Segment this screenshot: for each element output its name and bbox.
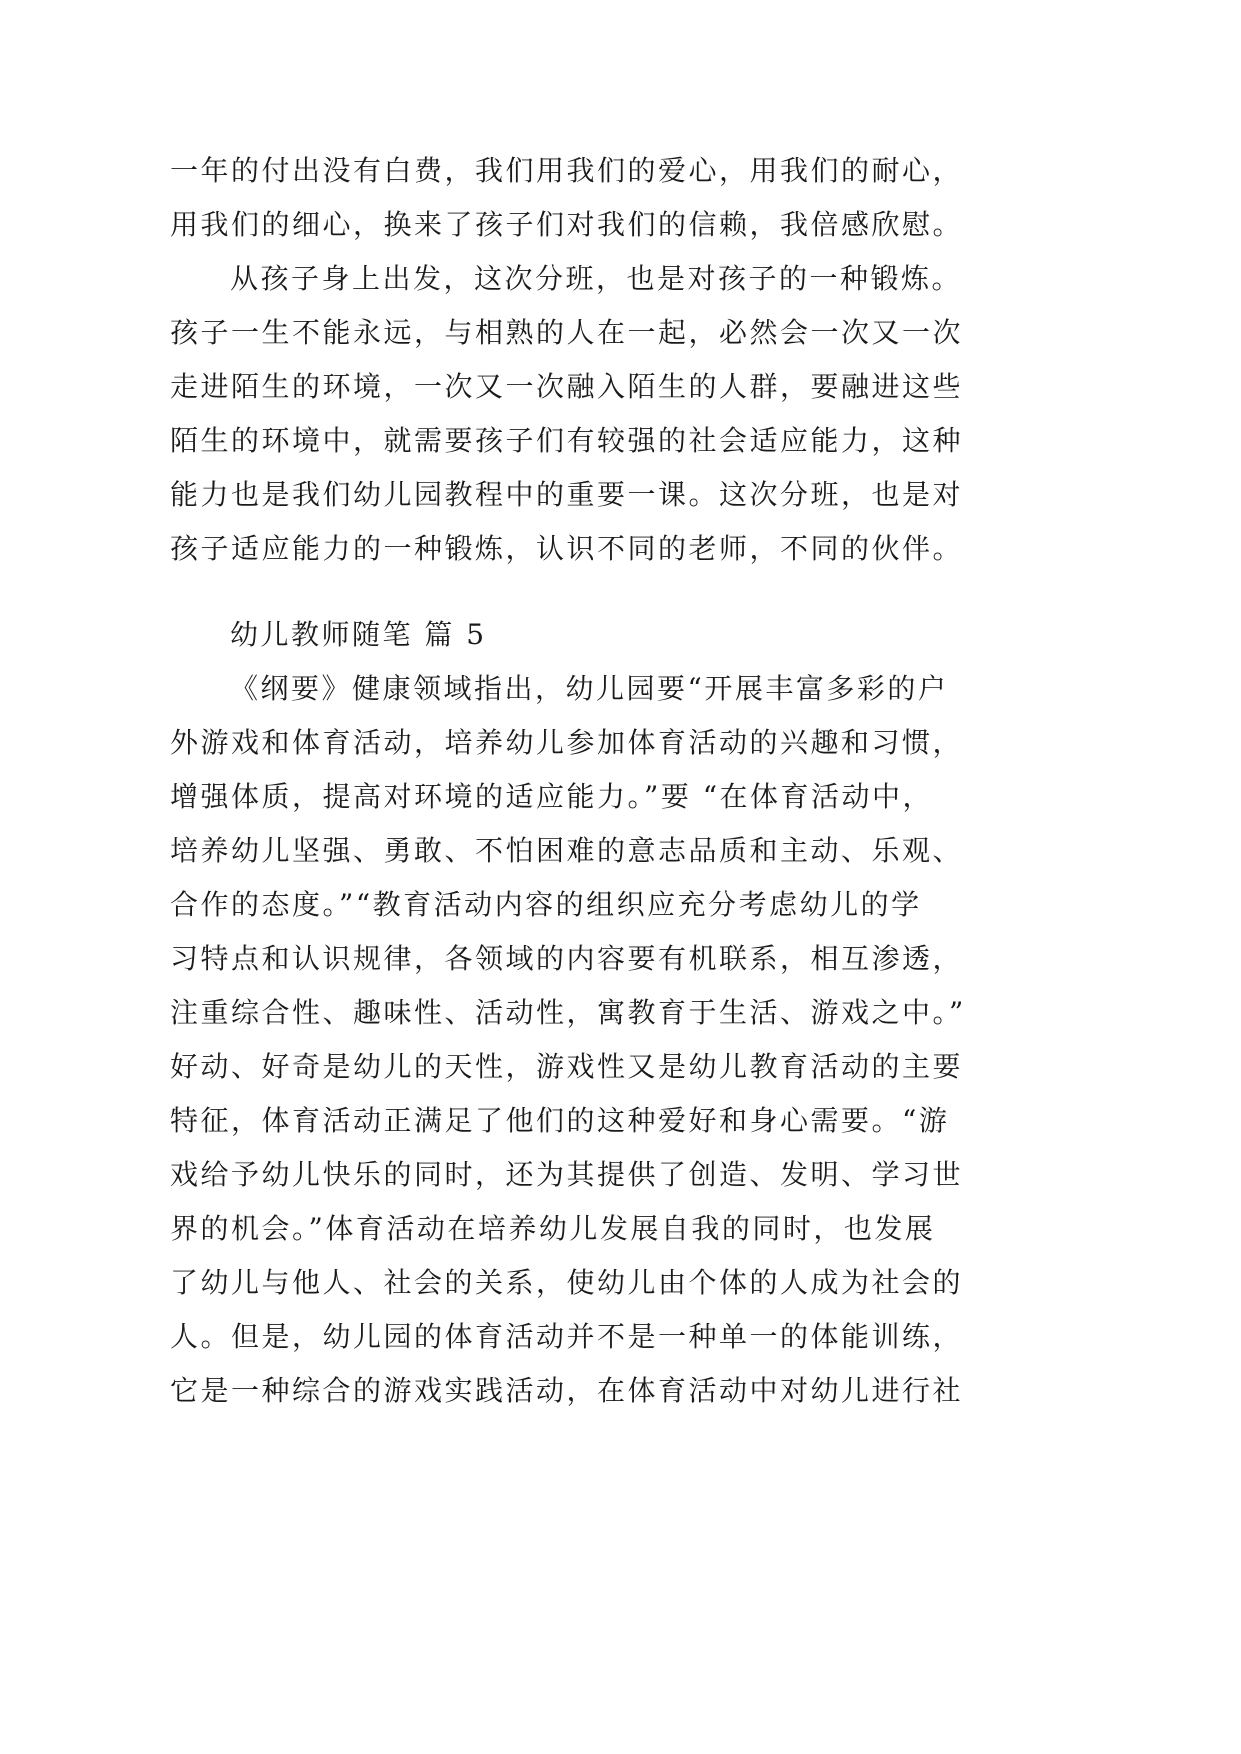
paragraph-line: 陌生的环境中，就需要孩子们有较强的社会适应能力，这种	[170, 424, 964, 457]
paragraph-line: 外游戏和体育活动，培养幼儿参加体育活动的兴趣和习惯，	[170, 726, 964, 759]
paragraph-line: 一年的付出没有白费，我们用我们的爱心，用我们的耐心，	[170, 154, 964, 187]
paragraph-line: 增强体质，提高对环境的适应能力。”要 “在体育活动中，	[170, 780, 934, 813]
paragraph-line: 界的机会。”体育活动在培养幼儿发展自我的同时，也发展	[170, 1212, 936, 1245]
paragraph-line: 好动、好奇是幼儿的天性，游戏性又是幼儿教育活动的主要	[170, 1050, 964, 1083]
paragraph-line: 习特点和认识规律，各领域的内容要有机联系，相互渗透，	[170, 942, 964, 975]
paragraph-line: 能力也是我们幼儿园教程中的重要一课。这次分班，也是对	[170, 478, 964, 511]
paragraph-line: 合作的态度。”“教育活动内容的组织应充分考虑幼儿的学	[170, 888, 922, 921]
paragraph-line: 了幼儿与他人、社会的关系，使幼儿由个体的人成为社会的	[170, 1266, 964, 1299]
paragraph-line: 注重综合性、趣味性、活动性，寓教育于生活、游戏之中。”	[170, 996, 966, 1029]
paragraph-line: 走进陌生的环境，一次又一次融入陌生的人群，要融进这些	[170, 370, 964, 403]
paragraph-line: 《纲要》健康领域指出，幼儿园要“开展丰富多彩的户	[230, 672, 949, 705]
paragraph-line: 培养幼儿坚强、勇敢、不怕困难的意志品质和主动、乐观、	[170, 834, 964, 867]
paragraph-line: 用我们的细心，换来了孩子们对我们的信赖，我倍感欣慰。	[170, 208, 964, 241]
paragraph-line: 从孩子身上出发，这次分班，也是对孩子的一种锻炼。	[230, 262, 963, 295]
paragraph-line: 特征，体育活动正满足了他们的这种爱好和身心需要。“游	[170, 1104, 950, 1137]
paragraph-line: 人。但是，幼儿园的体育活动并不是一种单一的体能训练，	[170, 1320, 964, 1353]
paragraph-line: 孩子适应能力的一种锻炼，认识不同的老师，不同的伙伴。	[170, 532, 964, 565]
section-heading: 幼儿教师随笔 篇 5	[230, 618, 487, 651]
paragraph-line: 孩子一生不能永远，与相熟的人在一起，必然会一次又一次	[170, 316, 964, 349]
section-5	[170, 608, 970, 1418]
previous-section-text	[170, 144, 970, 576]
paragraph-line: 它是一种综合的游戏实践活动，在体育活动中对幼儿进行社	[170, 1374, 964, 1407]
paragraph-line: 戏给予幼儿快乐的同时，还为其提供了创造、发明、学习世	[170, 1158, 964, 1191]
